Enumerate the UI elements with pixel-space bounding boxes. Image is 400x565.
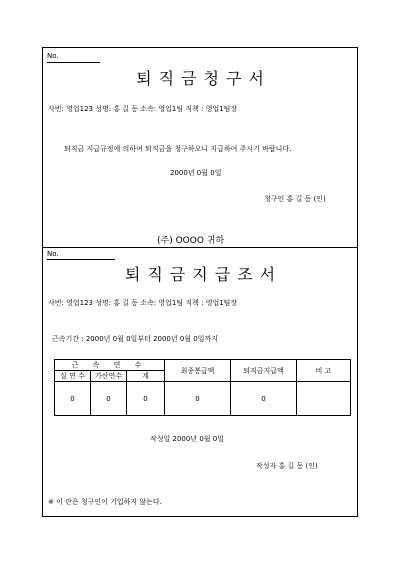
calc-employee-info: 사번: 영업123 성명: 홍 길 동 소속: 영업1팀 직책 : 영업1팀장 bbox=[48, 299, 238, 307]
remarks-value[interactable] bbox=[297, 382, 351, 416]
table-row bbox=[55, 382, 351, 416]
service-period: 근속기간 : 2000년 0월 0일부터 2000년 0월 0일까지 bbox=[52, 335, 219, 343]
written-date: 작성일 2000년 0월 0일 bbox=[150, 435, 224, 443]
writer-signature: 작성자 홍 길 동 (인) bbox=[256, 462, 318, 470]
calc-no-label: No. bbox=[47, 250, 59, 258]
request-recipient: (주) OOOO 귀하 bbox=[157, 236, 225, 246]
added-years-header: 가산연수 bbox=[91, 371, 127, 382]
calc-title: 퇴직금지급조서 bbox=[124, 265, 283, 284]
severance-amount-value[interactable]: 0 bbox=[231, 382, 297, 416]
added-years-value[interactable]: 0 bbox=[91, 382, 127, 416]
request-title: 퇴직금청구서 bbox=[136, 69, 271, 88]
severance-amount-header: 퇴직금지급액 bbox=[231, 360, 297, 382]
request-no-field[interactable] bbox=[47, 62, 100, 63]
service-years-header: 근 속 연 수 bbox=[55, 360, 165, 371]
actual-years-header: 실 연 수 bbox=[55, 371, 91, 382]
request-body-text: 퇴직금 지급규정에 의하여 퇴직금을 청구하오니 지급하여 주시기 바랍니다. bbox=[64, 145, 292, 153]
request-employee-info: 사번: 영업123 성명: 홍 길 동 소속: 영업1팀 직책 : 영업1팀장 bbox=[48, 105, 238, 113]
calculation-table bbox=[54, 359, 351, 416]
request-date: 2000년 0월 0일 bbox=[170, 169, 222, 177]
request-no-label: No. bbox=[47, 52, 59, 60]
final-salary-header: 최종봉급액 bbox=[165, 360, 231, 382]
request-applicant-signature: 청구인 홍 길 동 (인) bbox=[264, 195, 326, 203]
final-salary-value[interactable]: 0 bbox=[165, 382, 231, 416]
actual-years-value[interactable]: 0 bbox=[55, 382, 91, 416]
section-divider bbox=[42, 247, 358, 248]
calc-no-field[interactable] bbox=[47, 259, 115, 260]
total-years-header: 계 bbox=[127, 371, 165, 382]
total-years-value[interactable]: 0 bbox=[127, 382, 165, 416]
remarks-header: 비 고 bbox=[297, 360, 351, 382]
footnote: ※ 이 란은 청구인이 기입하지 않는다. bbox=[48, 498, 162, 506]
